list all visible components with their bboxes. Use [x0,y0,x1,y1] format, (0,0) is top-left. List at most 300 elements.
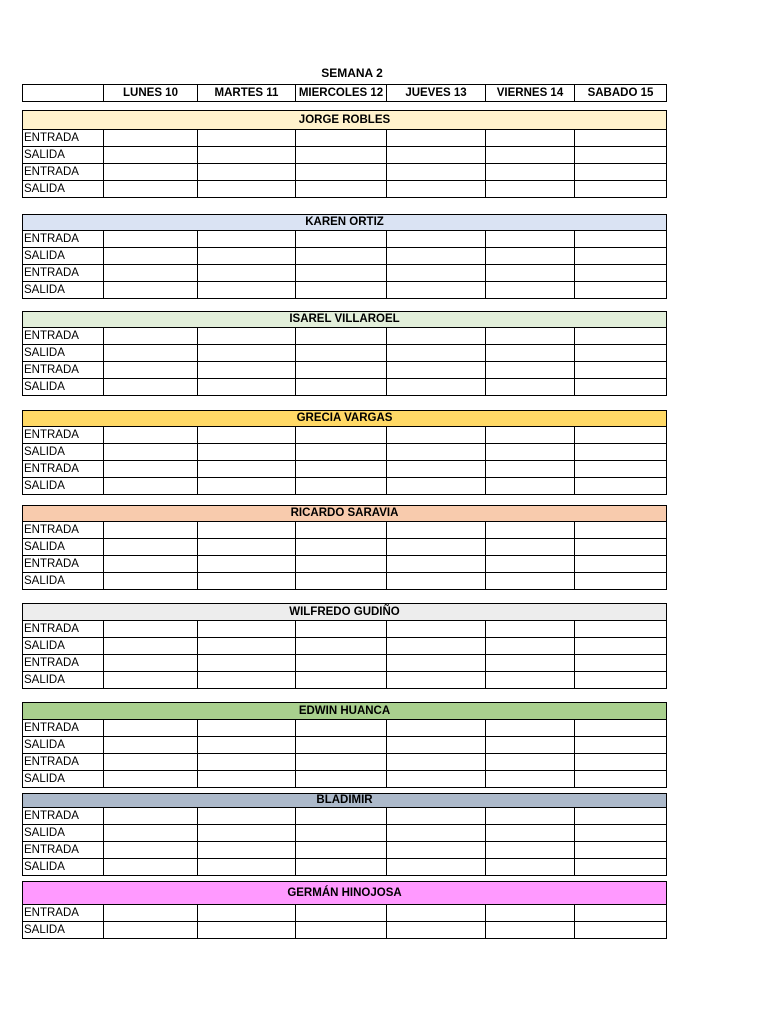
row-label[interactable]: SALIDA [23,379,104,396]
time-cell[interactable] [387,362,486,379]
time-cell[interactable] [104,556,198,573]
time-cell[interactable] [575,672,667,689]
time-cell[interactable] [198,638,296,655]
time-row [23,922,667,939]
employee-name[interactable]: JORGE ROBLES [23,111,667,130]
time-cell[interactable] [486,621,575,638]
time-cell[interactable] [104,825,198,842]
time-row [23,181,667,198]
row-label[interactable]: ENTRADA [23,328,104,345]
time-cell[interactable] [575,842,667,859]
time-cell[interactable] [486,672,575,689]
employee-name-row [23,703,667,720]
time-row [23,282,667,299]
time-cell[interactable] [575,859,667,876]
time-row [23,825,667,842]
time-cell[interactable] [486,573,575,590]
time-cell[interactable] [575,444,667,461]
time-cell[interactable] [198,621,296,638]
time-cell[interactable] [486,825,575,842]
time-cell[interactable] [486,808,575,825]
time-cell[interactable] [198,181,296,198]
employee-block [22,505,667,590]
employee-name[interactable]: KAREN ORTIZ [23,215,667,231]
row-label[interactable]: SALIDA [23,771,104,788]
time-cell[interactable] [387,754,486,771]
time-cell[interactable] [296,328,387,345]
time-cell[interactable] [575,638,667,655]
time-row [23,248,667,265]
time-cell[interactable] [104,265,198,282]
employee-block [22,603,667,689]
time-cell[interactable] [104,427,198,444]
row-label[interactable]: SALIDA [23,825,104,842]
employee-name[interactable]: WILFREDO GUDIÑO [23,604,667,621]
time-row [23,461,667,478]
time-cell[interactable] [575,808,667,825]
time-cell[interactable] [575,737,667,754]
time-cell[interactable] [387,248,486,265]
time-cell[interactable] [387,164,486,181]
time-cell[interactable] [296,231,387,248]
time-cell[interactable] [486,922,575,939]
time-cell[interactable] [104,672,198,689]
employee-block [22,311,667,396]
time-cell[interactable] [387,427,486,444]
row-label[interactable]: ENTRADA [23,427,104,444]
row-label[interactable]: SALIDA [23,444,104,461]
time-cell[interactable] [296,638,387,655]
time-cell[interactable] [198,164,296,181]
time-row [23,754,667,771]
time-cell[interactable] [387,573,486,590]
employee-name[interactable]: EDWIN HUANCA [23,703,667,720]
time-cell[interactable] [198,922,296,939]
row-label[interactable]: ENTRADA [23,621,104,638]
time-row [23,621,667,638]
time-cell[interactable] [104,905,198,922]
time-cell[interactable] [198,672,296,689]
row-label[interactable]: ENTRADA [23,754,104,771]
time-cell[interactable] [486,638,575,655]
employee-block [22,881,667,939]
time-cell[interactable] [486,539,575,556]
row-label[interactable]: ENTRADA [23,461,104,478]
employee-block [22,793,667,876]
time-cell[interactable] [104,737,198,754]
time-cell[interactable] [387,265,486,282]
time-row [23,444,667,461]
time-cell[interactable] [486,720,575,737]
time-cell[interactable] [296,922,387,939]
time-cell[interactable] [575,282,667,299]
employee-block [22,410,667,495]
time-row [23,539,667,556]
time-row [23,130,667,147]
time-cell[interactable] [198,328,296,345]
time-row [23,164,667,181]
time-cell[interactable] [198,905,296,922]
time-cell[interactable] [486,842,575,859]
time-cell[interactable] [296,181,387,198]
row-label[interactable]: SALIDA [23,147,104,164]
time-cell[interactable] [575,478,667,495]
time-row [23,379,667,396]
time-cell[interactable] [296,842,387,859]
time-cell[interactable] [104,461,198,478]
time-row [23,638,667,655]
time-cell[interactable] [104,444,198,461]
day-header[interactable]: VIERNES 14 [486,85,575,102]
time-row [23,265,667,282]
time-cell[interactable] [296,265,387,282]
time-cell[interactable] [575,771,667,788]
time-row [23,737,667,754]
time-cell[interactable] [198,808,296,825]
time-cell[interactable] [486,771,575,788]
time-cell[interactable] [387,771,486,788]
sheet-title: SEMANA 2 [321,66,383,80]
time-cell[interactable] [387,842,486,859]
time-cell[interactable] [486,282,575,299]
time-cell[interactable] [296,655,387,672]
time-cell[interactable] [296,522,387,539]
time-row [23,842,667,859]
time-cell[interactable] [575,522,667,539]
employee-name[interactable]: RICARDO SARAVIA [23,506,667,522]
time-cell[interactable] [104,231,198,248]
row-label[interactable]: SALIDA [23,638,104,655]
time-cell[interactable] [486,181,575,198]
row-label[interactable]: ENTRADA [23,231,104,248]
time-cell[interactable] [486,478,575,495]
row-label[interactable]: SALIDA [23,248,104,265]
time-cell[interactable] [104,621,198,638]
time-cell[interactable] [296,737,387,754]
time-cell[interactable] [387,282,486,299]
time-cell[interactable] [198,556,296,573]
time-cell[interactable] [198,282,296,299]
time-row [23,328,667,345]
time-cell[interactable] [296,379,387,396]
time-cell[interactable] [387,478,486,495]
time-cell[interactable] [296,362,387,379]
row-label[interactable]: ENTRADA [23,905,104,922]
time-cell[interactable] [486,130,575,147]
time-cell[interactable] [104,539,198,556]
time-cell[interactable] [486,248,575,265]
time-cell[interactable] [198,842,296,859]
time-cell[interactable] [387,556,486,573]
time-cell[interactable] [296,248,387,265]
time-row [23,573,667,590]
employee-name-row [23,604,667,621]
time-cell[interactable] [296,461,387,478]
time-cell[interactable] [198,427,296,444]
time-cell[interactable] [198,522,296,539]
time-cell[interactable] [198,771,296,788]
time-cell[interactable] [486,147,575,164]
time-cell[interactable] [296,672,387,689]
time-cell[interactable] [296,427,387,444]
day-header[interactable]: JUEVES 13 [387,85,486,102]
time-cell[interactable] [387,737,486,754]
time-cell[interactable] [104,522,198,539]
row-label[interactable]: ENTRADA [23,655,104,672]
header-row [23,85,667,102]
header-corner-cell[interactable] [23,85,104,102]
time-cell[interactable] [296,905,387,922]
row-label[interactable]: SALIDA [23,478,104,495]
time-cell[interactable] [575,655,667,672]
time-cell[interactable] [104,754,198,771]
time-cell[interactable] [104,842,198,859]
time-cell[interactable] [296,859,387,876]
time-cell[interactable] [296,771,387,788]
time-cell[interactable] [198,655,296,672]
time-cell[interactable] [104,328,198,345]
time-cell[interactable] [104,922,198,939]
day-header[interactable]: SABADO 15 [575,85,667,102]
time-cell[interactable] [387,539,486,556]
time-cell[interactable] [198,362,296,379]
time-cell[interactable] [486,164,575,181]
employee-name-row [23,794,667,808]
time-cell[interactable] [296,621,387,638]
time-cell[interactable] [104,478,198,495]
time-cell[interactable] [296,147,387,164]
time-cell[interactable] [387,720,486,737]
row-label[interactable]: SALIDA [23,573,104,590]
day-header[interactable]: LUNES 10 [104,85,198,102]
time-cell[interactable] [296,130,387,147]
row-label[interactable]: SALIDA [23,181,104,198]
employee-name-row [23,312,667,328]
time-cell[interactable] [486,231,575,248]
row-label[interactable]: ENTRADA [23,130,104,147]
employee-block [22,702,667,788]
time-cell[interactable] [198,478,296,495]
time-cell[interactable] [575,556,667,573]
time-cell[interactable] [575,130,667,147]
time-cell[interactable] [387,231,486,248]
time-cell[interactable] [104,147,198,164]
time-cell[interactable] [104,573,198,590]
time-cell[interactable] [486,905,575,922]
time-row [23,720,667,737]
time-cell[interactable] [575,427,667,444]
time-cell[interactable] [104,282,198,299]
time-cell[interactable] [198,720,296,737]
time-cell[interactable] [486,345,575,362]
time-cell[interactable] [486,522,575,539]
time-cell[interactable] [486,461,575,478]
time-cell[interactable] [296,754,387,771]
time-row [23,147,667,164]
time-cell[interactable] [486,556,575,573]
time-cell[interactable] [387,379,486,396]
row-label[interactable]: SALIDA [23,282,104,299]
time-cell[interactable] [104,181,198,198]
time-cell[interactable] [387,181,486,198]
time-cell[interactable] [486,427,575,444]
time-cell[interactable] [387,444,486,461]
time-cell[interactable] [104,859,198,876]
time-cell[interactable] [198,147,296,164]
time-cell[interactable] [575,328,667,345]
time-cell[interactable] [387,672,486,689]
time-cell[interactable] [198,461,296,478]
time-row [23,672,667,689]
time-cell[interactable] [575,905,667,922]
time-cell[interactable] [575,461,667,478]
time-cell[interactable] [198,737,296,754]
time-cell[interactable] [104,164,198,181]
time-cell[interactable] [575,164,667,181]
time-cell[interactable] [387,130,486,147]
row-label[interactable]: ENTRADA [23,842,104,859]
time-cell[interactable] [486,265,575,282]
time-row [23,362,667,379]
time-cell[interactable] [198,231,296,248]
row-label[interactable]: SALIDA [23,345,104,362]
time-cell[interactable] [198,265,296,282]
time-cell[interactable] [198,825,296,842]
row-label[interactable]: ENTRADA [23,265,104,282]
employee-name[interactable]: GRECIA VARGAS [23,411,667,427]
time-cell[interactable] [296,808,387,825]
time-cell[interactable] [575,248,667,265]
time-cell[interactable] [198,859,296,876]
time-cell[interactable] [575,922,667,939]
time-cell[interactable] [104,720,198,737]
time-cell[interactable] [387,825,486,842]
time-cell[interactable] [296,720,387,737]
time-cell[interactable] [387,922,486,939]
time-cell[interactable] [104,362,198,379]
time-cell[interactable] [387,461,486,478]
time-cell[interactable] [387,905,486,922]
row-label[interactable]: SALIDA [23,922,104,939]
time-cell[interactable] [104,771,198,788]
day-header[interactable]: MARTES 11 [198,85,296,102]
row-label[interactable]: SALIDA [23,859,104,876]
time-cell[interactable] [198,573,296,590]
time-cell[interactable] [296,539,387,556]
time-cell[interactable] [486,328,575,345]
time-cell[interactable] [296,282,387,299]
time-cell[interactable] [104,248,198,265]
employee-name[interactable]: GERMÁN HINOJOSA [23,882,667,905]
time-cell[interactable] [387,345,486,362]
header-table [22,84,667,102]
time-cell[interactable] [575,345,667,362]
time-cell[interactable] [387,328,486,345]
time-cell[interactable] [296,573,387,590]
time-cell[interactable] [296,478,387,495]
time-row [23,231,667,248]
time-cell[interactable] [575,539,667,556]
time-cell[interactable] [575,147,667,164]
employee-block [22,214,667,299]
time-cell[interactable] [104,638,198,655]
time-row [23,522,667,539]
time-cell[interactable] [575,621,667,638]
time-cell[interactable] [486,444,575,461]
time-cell[interactable] [575,720,667,737]
time-cell[interactable] [575,231,667,248]
time-cell[interactable] [296,345,387,362]
employee-name-row [23,111,667,130]
time-cell[interactable] [486,737,575,754]
time-cell[interactable] [296,825,387,842]
row-label[interactable]: ENTRADA [23,362,104,379]
time-row [23,771,667,788]
employee-name[interactable]: ISAREL VILLAROEL [23,312,667,328]
row-label[interactable]: ENTRADA [23,808,104,825]
time-cell[interactable] [104,655,198,672]
time-cell[interactable] [296,556,387,573]
row-label[interactable]: ENTRADA [23,522,104,539]
time-cell[interactable] [387,655,486,672]
time-cell[interactable] [198,539,296,556]
row-label[interactable]: ENTRADA [23,720,104,737]
time-cell[interactable] [296,164,387,181]
time-cell[interactable] [198,248,296,265]
time-cell[interactable] [387,859,486,876]
time-cell[interactable] [575,754,667,771]
time-cell[interactable] [387,808,486,825]
time-cell[interactable] [104,379,198,396]
time-row [23,427,667,444]
time-cell[interactable] [575,362,667,379]
employee-name-row [23,506,667,522]
time-cell[interactable] [486,859,575,876]
row-label[interactable]: ENTRADA [23,164,104,181]
time-cell[interactable] [104,345,198,362]
time-cell[interactable] [198,444,296,461]
time-cell[interactable] [198,379,296,396]
time-cell[interactable] [486,379,575,396]
time-cell[interactable] [486,655,575,672]
time-cell[interactable] [387,638,486,655]
time-cell[interactable] [198,345,296,362]
time-cell[interactable] [575,573,667,590]
time-row [23,655,667,672]
time-cell[interactable] [486,362,575,379]
time-row [23,808,667,825]
day-header[interactable]: MIERCOLES 12 [296,85,387,102]
time-cell[interactable] [104,130,198,147]
time-cell[interactable] [198,130,296,147]
time-cell[interactable] [387,522,486,539]
row-label[interactable]: SALIDA [23,737,104,754]
time-cell[interactable] [387,147,486,164]
row-label[interactable]: SALIDA [23,539,104,556]
row-label[interactable]: SALIDA [23,672,104,689]
time-cell[interactable] [104,808,198,825]
time-cell[interactable] [575,181,667,198]
row-label[interactable]: ENTRADA [23,556,104,573]
time-cell[interactable] [486,754,575,771]
time-cell[interactable] [575,379,667,396]
time-cell[interactable] [387,621,486,638]
employee-name[interactable]: BLADIMIR [23,794,667,808]
time-cell[interactable] [575,825,667,842]
time-cell[interactable] [296,444,387,461]
time-cell[interactable] [575,265,667,282]
time-cell[interactable] [198,754,296,771]
